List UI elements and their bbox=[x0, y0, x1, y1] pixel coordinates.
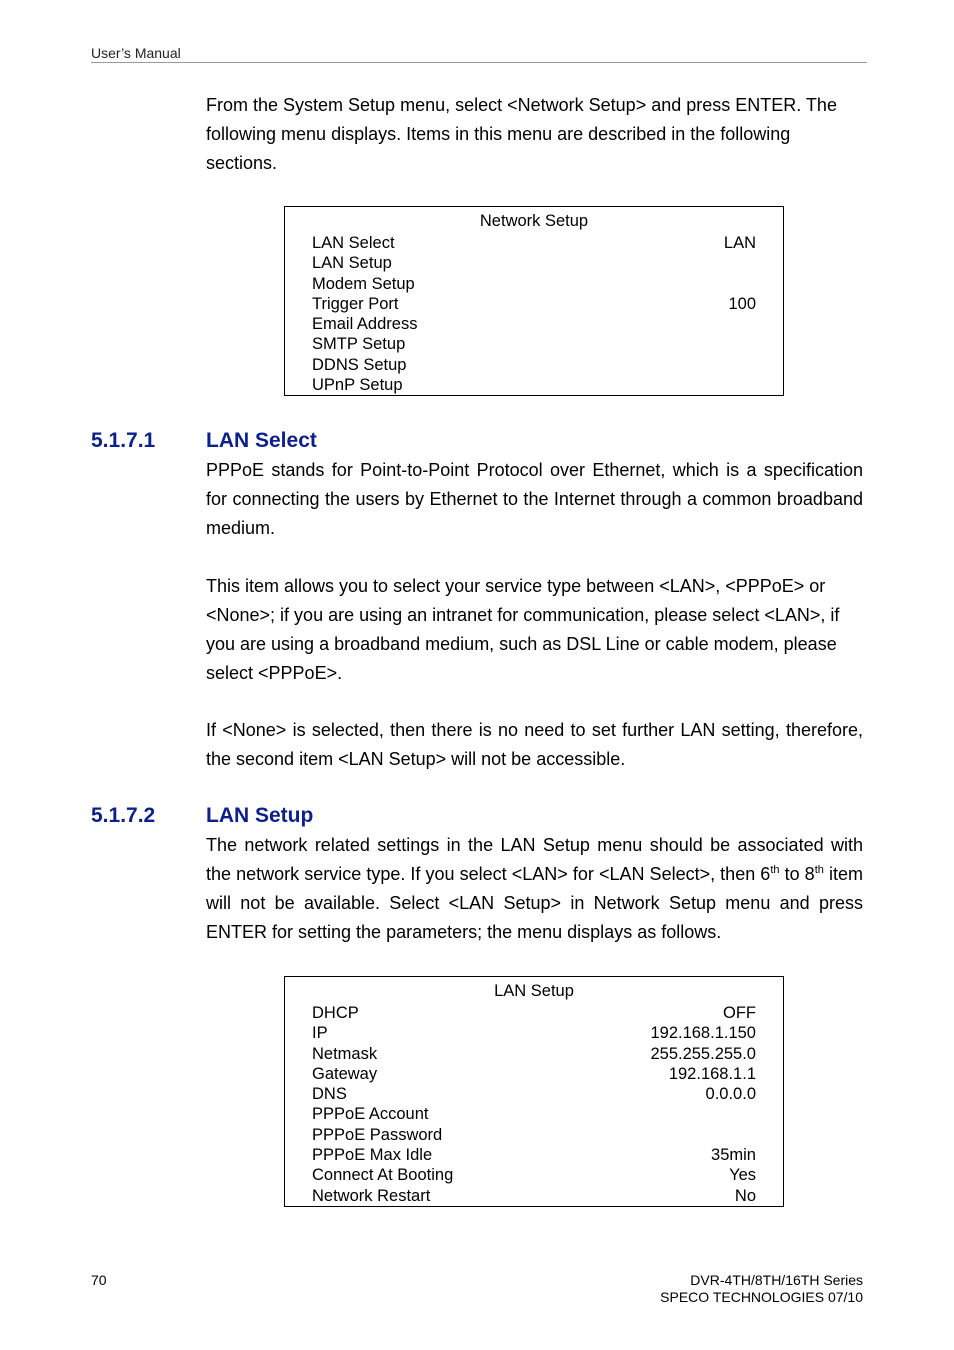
superscript: th bbox=[770, 864, 780, 876]
menu-row-label: LAN Select bbox=[312, 234, 395, 252]
footer-info bbox=[660, 1272, 863, 1306]
menu-row-value: 192.168.1.1 bbox=[668, 1064, 756, 1083]
menu-row bbox=[285, 1145, 783, 1165]
menu-row-label: Email Address bbox=[312, 315, 418, 334]
section-number: 5.1.7.1 bbox=[91, 429, 156, 452]
menu-row-value: 35min bbox=[711, 1146, 756, 1165]
menu-row-value: 192.168.1.150 bbox=[650, 1024, 756, 1043]
page-number: 70 bbox=[91, 1272, 107, 1288]
menu-row-label: PPPoE Account bbox=[312, 1105, 429, 1124]
menu-row-label: IP bbox=[312, 1024, 328, 1043]
menu-row-value: No bbox=[734, 1186, 756, 1205]
menu-row bbox=[285, 334, 783, 354]
footer-series: DVR-4TH/8TH/16TH Series bbox=[690, 1272, 863, 1288]
menu-row bbox=[285, 314, 783, 334]
menu-row-label: DDNS Setup bbox=[312, 355, 407, 374]
section-heading-lan-select bbox=[91, 429, 317, 453]
menu-row-value: OFF bbox=[723, 1004, 756, 1022]
menu-row-label: Network Restart bbox=[312, 1186, 431, 1205]
menu-row-label: Connect At Booting bbox=[312, 1166, 454, 1185]
menu-row-label: Netmask bbox=[312, 1044, 378, 1063]
menu-row bbox=[285, 1084, 783, 1104]
menu-row-label: Gateway bbox=[312, 1064, 378, 1083]
section-heading-lan-setup bbox=[91, 804, 313, 828]
menu-row-label: DNS bbox=[312, 1085, 347, 1104]
menu-row bbox=[285, 233, 783, 253]
menu-row-label: PPPoE Max Idle bbox=[312, 1146, 433, 1165]
menu-row-value: 0.0.0.0 bbox=[705, 1085, 756, 1104]
menu-row bbox=[285, 1165, 783, 1185]
menu-row bbox=[285, 1186, 783, 1206]
superscript: th bbox=[814, 864, 824, 876]
lan-select-paragraph-1: PPPoE stands for Point-to-Point Protocol over Ethernet, which is a specification for connecting the users by Ethernet to the Internet through a common broadband medium. bbox=[206, 460, 863, 538]
lan-select-paragraph-3: If <None> is selected, then there is no need to set further LAN setting, therefore, the second item <LAN Setup> will not be accessible. bbox=[206, 720, 863, 769]
menu-row-label: Trigger Port bbox=[312, 294, 399, 313]
menu-row-value: 100 bbox=[728, 294, 756, 313]
section-title: LAN Setup bbox=[206, 804, 314, 827]
lan-select-paragraph-2: This item allows you to select your service type between <LAN>, <PPPoE> or <None>; if you are using an intranet for communication, please select <LAN>, if you are using a broadband medium, such as DSL Line or cable modem, please select <PPPoE>. bbox=[206, 576, 840, 683]
menu-row-value: Yes bbox=[729, 1166, 756, 1185]
menu-row-label: SMTP Setup bbox=[312, 335, 406, 354]
menu-row bbox=[285, 1104, 783, 1124]
menu-row-value: 255.255.255.0 bbox=[650, 1044, 756, 1063]
menu-row bbox=[285, 1064, 783, 1084]
menu-row bbox=[285, 274, 783, 294]
section-number: 5.1.7.2 bbox=[91, 804, 156, 827]
menu-row-value: LAN bbox=[723, 234, 756, 252]
menu-row bbox=[285, 1125, 783, 1145]
lan-setup-menu bbox=[284, 976, 784, 1207]
intro-paragraph: From the System Setup menu, select <Network Setup> and press ENTER. The following menu displays. Items in this menu are described in the following sections. bbox=[206, 95, 837, 173]
menu-row bbox=[285, 253, 783, 273]
menu-row bbox=[285, 1044, 783, 1064]
menu-row bbox=[285, 1003, 783, 1023]
network-setup-menu bbox=[284, 206, 784, 396]
lan-setup-paragraph bbox=[206, 831, 863, 947]
menu-row-label: LAN Setup bbox=[312, 254, 392, 273]
header-rule bbox=[91, 62, 867, 63]
menu-row-label: UPnP Setup bbox=[312, 376, 403, 395]
menu-row-label: PPPoE Password bbox=[312, 1125, 443, 1144]
menu-row bbox=[285, 375, 783, 395]
menu-row-label: DHCP bbox=[312, 1004, 359, 1022]
menu-title: Network Setup bbox=[479, 212, 589, 230]
menu-row bbox=[285, 294, 783, 314]
text-run: The network related settings in the LAN Setup menu should be associated with the network service type. If you select <LAN> for <LAN Select>, then 6 bbox=[206, 835, 863, 884]
footer-company: SPECO TECHNOLOGIES 07/10 bbox=[660, 1289, 863, 1305]
text-run: item will not be available. Select <LAN Setup> in Network Setup menu and press ENTER for setting the parameters; the menu displays as follows. bbox=[206, 864, 863, 942]
running-header: User’s Manual bbox=[91, 45, 181, 61]
menu-row-label: Modem Setup bbox=[312, 274, 415, 293]
text-run: to 8 bbox=[779, 864, 815, 884]
menu-row bbox=[285, 355, 783, 375]
menu-title: LAN Setup bbox=[494, 982, 574, 1000]
section-title: LAN Select bbox=[206, 429, 317, 452]
menu-row bbox=[285, 1023, 783, 1043]
